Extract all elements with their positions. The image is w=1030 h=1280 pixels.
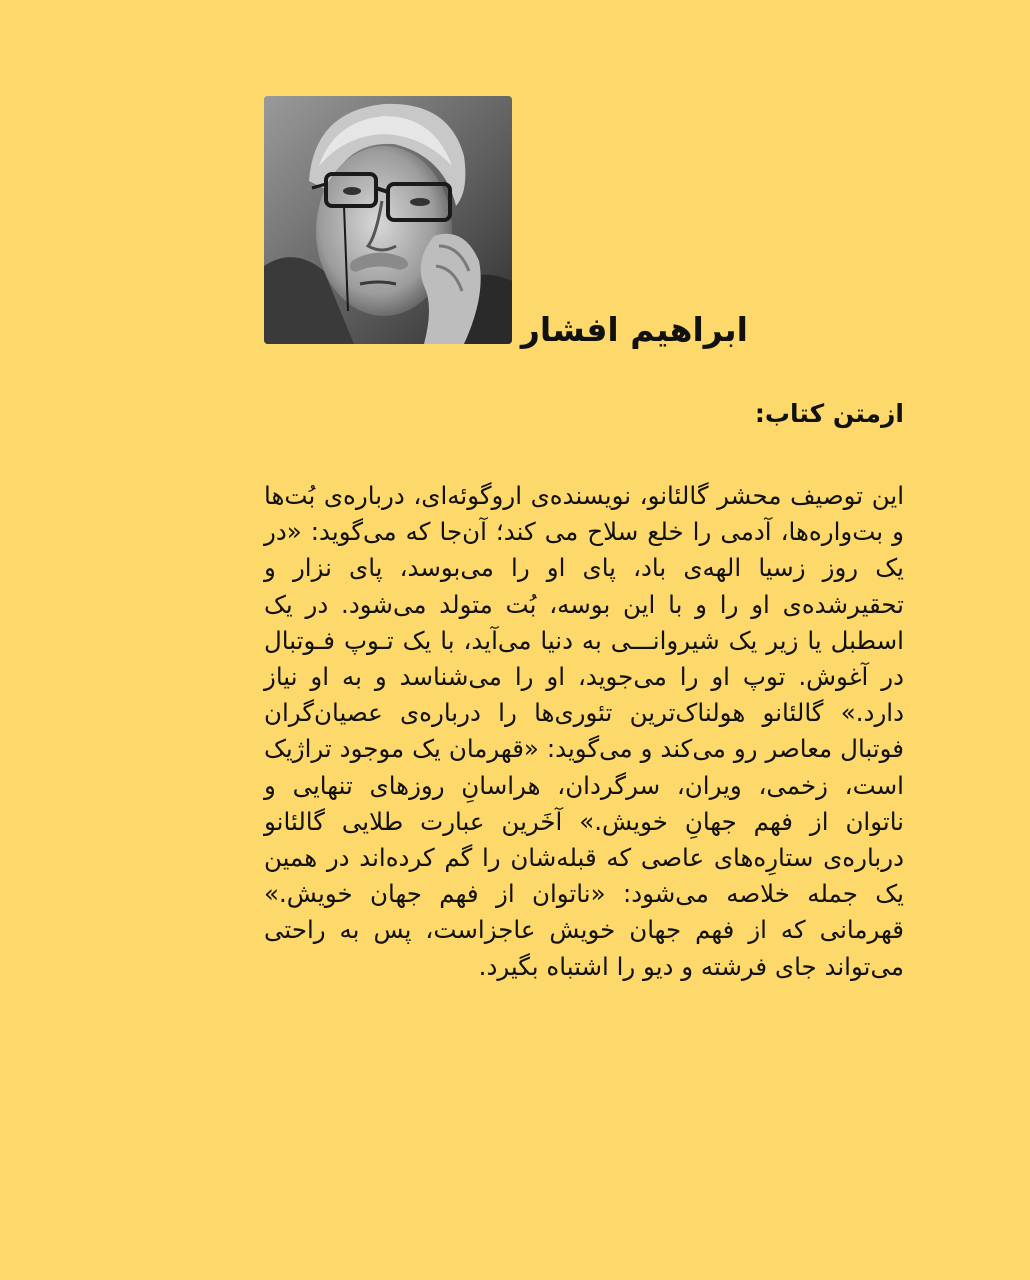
section-label: ازمتن کتاب: (754, 399, 904, 428)
author-name: ابراهیم افشار (520, 310, 748, 349)
author-portrait-icon (264, 96, 512, 344)
book-excerpt: این توصیف محشر گالئانو، نویسنده‌ی اروگوئه‌ای، درباره‌ی بُت‌ها و بت‌واره‌ها، آدمی را خلع سلاح می کند؛ آن‌جا که می‌گوید: «در یک روز زسیا الهه‌ی باد، پای او را می‌بوسد، پای نزار و تحقیرشده‌ی او را و با این بوسه، بُت متولد می‌شود. در یک اسطبل یا زیر یک شیروانـــی به دنیا می‌آید، با یک تـوپ فـوتبال در آغوش. توپ او را می‌جوید، او را می‌شناسد و به او نیاز دارد.» گالئانو هولناک‌ترین تئوری‌ها را درباره‌ی عصیان‌گران فوتبال معاصر رو می‌کند و می‌گوید: «قهرمان یک موجود تراژیک است، زخمی، ویران، سرگردان، هراسانِ روزهای تنهایی و ناتوان از فهم جهانِ خویش.» آخَرین عبارت طلایی گالئانو درباره‌ی ستارِه‌های عاصی که قبله‌شان را گم کرده‌اند در همین یک جمله خلاصه می‌شود: «ناتوان از فهم جهان خویش.» قهرمانی که از فهم جهان خویش عاجزاست، پس به راحتی می‌تواند جای فرشته و دیو را اشتباه بگیرد. (264, 481, 904, 981)
author-photo (264, 96, 512, 344)
